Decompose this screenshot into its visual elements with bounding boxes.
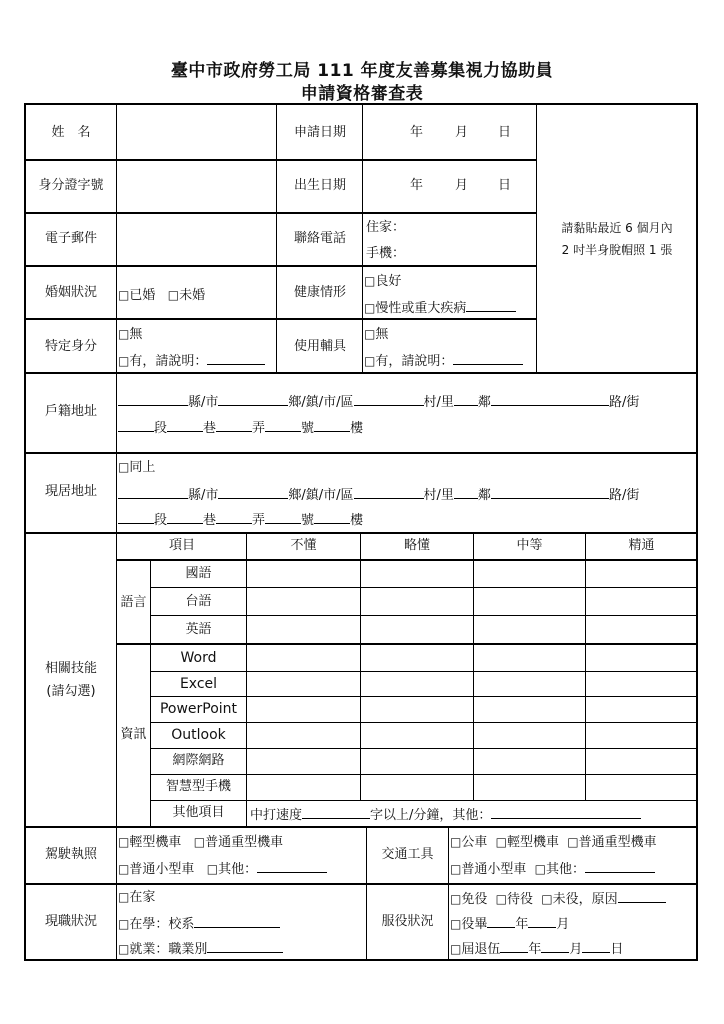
row-divider (116, 643, 698, 645)
checkbox[interactable]: □ (118, 862, 130, 876)
blank-line[interactable] (453, 351, 523, 365)
blank-line[interactable] (118, 510, 154, 524)
row-divider (24, 159, 536, 161)
checkbox[interactable]: □ (541, 892, 553, 906)
row-divider (24, 883, 698, 885)
blank-line[interactable] (118, 418, 154, 432)
skills-header-intermediate: 中等 (516, 538, 543, 553)
skills-label: 相關技能 (44, 661, 97, 676)
blank-line[interactable] (207, 351, 265, 365)
checkbox[interactable]: □ (450, 892, 462, 906)
photo-instruction-line2: 2 吋半身脫帽照 1 張 (561, 243, 673, 257)
skills-header-basic: 略懂 (403, 538, 430, 553)
checkbox[interactable]: □ (495, 835, 507, 849)
military-line2: □役畢 年 月 (450, 914, 569, 933)
marital-status-label: 婚姻狀況 (44, 285, 97, 300)
checkbox[interactable]: □ (118, 890, 130, 904)
blank-line[interactable] (167, 418, 203, 432)
health-good-option: 良好 (375, 274, 402, 289)
checkbox[interactable]: □ (364, 274, 376, 288)
col-divider (585, 532, 586, 800)
employment-label: 現職狀況 (44, 914, 97, 929)
checkbox[interactable]: □ (364, 354, 376, 368)
blank-line[interactable] (218, 392, 288, 406)
blank-line[interactable] (265, 510, 301, 524)
identity-yes-option: 有，請說明： (129, 354, 208, 369)
license-line2: □普通小型車 □其他： (118, 859, 327, 878)
row-divider (150, 722, 698, 723)
blank-line[interactable] (528, 914, 556, 928)
checkbox[interactable]: □ (206, 862, 219, 876)
row-divider (24, 452, 698, 454)
row-divider (150, 671, 698, 672)
blank-line[interactable] (487, 914, 515, 928)
married-option: 已婚 (129, 288, 156, 303)
checkbox[interactable]: □ (534, 862, 546, 876)
col-divider (116, 104, 117, 960)
current-address-line1: 縣/市 鄉/鎮/市/區 村/里 鄰 路/街 (118, 485, 639, 504)
checkbox[interactable]: □ (118, 835, 130, 849)
form-subtitle: 申請資格審查表 (300, 84, 424, 104)
birth-date-month: 月 (455, 178, 469, 193)
checkbox[interactable]: □ (450, 942, 462, 956)
checkbox[interactable]: □ (118, 942, 130, 956)
apply-date-label: 申請日期 (293, 125, 346, 140)
row-divider (24, 532, 698, 534)
registered-address-line2: 段 巷 弄 號 樓 (118, 418, 363, 437)
transport-line1: □公車 □輕型機車 □普通重型機車 (450, 835, 657, 850)
row-divider (150, 748, 698, 749)
apply-date-year: 年 (410, 125, 424, 140)
aid-yes-option: 有，請說明： (375, 354, 454, 369)
blank-line[interactable] (354, 485, 424, 499)
apply-date-month: 月 (455, 125, 469, 140)
blank-line[interactable] (491, 392, 609, 406)
row-divider (24, 212, 536, 214)
blank-line[interactable] (314, 510, 350, 524)
blank-line[interactable] (216, 418, 252, 432)
skill-mandarin: 國語 (185, 566, 212, 581)
blank-line[interactable] (314, 418, 350, 432)
blank-line[interactable] (454, 485, 478, 499)
skill-taiwanese: 台語 (185, 594, 212, 609)
checkbox[interactable]: □ (167, 288, 180, 302)
checkbox[interactable]: □ (450, 862, 462, 876)
same-as-registered-option: 同上 (129, 460, 156, 475)
home-phone-label: 住家： (366, 220, 406, 235)
skill-excel: Excel (179, 676, 218, 692)
typing-speed-row: 中打速度 字以上/分鐘，其他： (250, 805, 641, 824)
checkbox[interactable]: □ (193, 835, 206, 849)
current-address-label: 現居地址 (44, 484, 97, 499)
checkbox[interactable]: □ (118, 460, 130, 474)
photo-instruction-line1: 請黏貼最近 6 個月內 (561, 221, 673, 235)
col-divider (473, 532, 474, 800)
skill-smartphone: 智慧型手機 (165, 779, 231, 794)
phone-label: 聯絡電話 (293, 231, 346, 246)
checkbox[interactable]: □ (118, 917, 130, 931)
checkbox[interactable]: □ (364, 301, 376, 315)
skill-english: 英語 (185, 622, 212, 637)
transport-line2: □普通小型車 □其他： (450, 859, 655, 878)
checkbox[interactable]: □ (118, 354, 130, 368)
checkbox[interactable]: □ (364, 327, 376, 341)
mobile-label: 手機： (366, 246, 406, 261)
license-line1: □輕型機車 □普通重型機車 (118, 835, 284, 850)
skills-label-hint: (請勾選) (46, 684, 96, 699)
blank-line[interactable] (500, 939, 528, 953)
row-divider (24, 372, 698, 374)
row-divider (150, 696, 698, 697)
health-chronic-option: 慢性或重大疾病 (375, 301, 467, 316)
transport-label: 交通工具 (381, 847, 434, 862)
military-line1: □免役 □待役 □未役，原因 (450, 889, 666, 908)
birth-date-day: 日 (498, 178, 512, 193)
blank-line[interactable] (265, 418, 301, 432)
row-divider (24, 318, 536, 320)
row-divider (24, 826, 698, 828)
special-identity-label: 特定身分 (44, 339, 97, 354)
blank-line[interactable] (207, 939, 283, 953)
it-group-label: 資訊 (120, 727, 147, 742)
blank-line[interactable] (454, 392, 478, 406)
col-divider (448, 826, 449, 960)
blank-line[interactable] (302, 805, 370, 819)
col-divider (276, 104, 277, 372)
birth-date-label: 出生日期 (293, 178, 346, 193)
checkbox[interactable]: □ (495, 892, 507, 906)
skill-powerpoint: PowerPoint (159, 701, 238, 717)
blank-line[interactable] (118, 392, 188, 406)
skills-header-item: 項目 (168, 538, 195, 553)
military-label: 服役狀況 (381, 914, 434, 929)
blank-line[interactable] (466, 298, 516, 312)
aid-none-option: 無 (375, 327, 389, 342)
blank-line[interactable] (218, 485, 288, 499)
checkbox[interactable]: □ (450, 835, 462, 849)
skills-header-none: 不懂 (290, 538, 317, 553)
skill-internet: 網際網路 (172, 753, 225, 768)
apply-date-day: 日 (498, 125, 512, 140)
blank-line[interactable] (216, 510, 252, 524)
blank-line[interactable] (118, 485, 188, 499)
col-divider (246, 532, 247, 800)
blank-line[interactable] (491, 485, 609, 499)
birth-date-year: 年 (410, 178, 424, 193)
blank-line[interactable] (167, 510, 203, 524)
row-divider (116, 559, 698, 561)
assistive-device-label: 使用輔具 (293, 339, 346, 354)
email-label: 電子郵件 (44, 231, 97, 246)
blank-line[interactable] (618, 889, 666, 903)
identity-none-option: 無 (129, 327, 143, 342)
row-divider (150, 587, 698, 588)
blank-line[interactable] (354, 392, 424, 406)
col-divider (360, 532, 361, 800)
single-option: 未婚 (179, 288, 206, 303)
blank-line[interactable] (194, 914, 280, 928)
row-divider (150, 800, 698, 801)
registered-address-line1: 縣/市 鄉/鎮/市/區 村/里 鄰 路/街 (118, 392, 639, 411)
checkbox[interactable]: □ (567, 835, 579, 849)
checkbox[interactable]: □ (450, 917, 462, 931)
blank-line[interactable] (491, 805, 641, 819)
name-label: 姓 名 (51, 125, 91, 140)
military-line3: □屆退伍 年 月 日 (450, 939, 623, 958)
skills-header-proficient: 精通 (628, 538, 655, 553)
form-title: 臺中市政府勞工局 111 年度友善募集視力協助員 (170, 61, 554, 81)
col-divider (536, 104, 537, 372)
row-divider (150, 615, 698, 616)
current-address-line2: 段 巷 弄 號 樓 (118, 510, 363, 529)
id-number-label: 身分證字號 (38, 178, 104, 193)
col-divider (246, 800, 247, 826)
row-divider (24, 265, 536, 267)
checkbox[interactable]: □ (118, 288, 130, 302)
blank-line[interactable] (585, 859, 655, 873)
skill-word: Word (180, 650, 217, 666)
checkbox[interactable]: □ (118, 327, 130, 341)
license-label: 駕駛執照 (44, 847, 97, 862)
blank-line[interactable] (257, 859, 327, 873)
health-label: 健康情形 (293, 285, 346, 300)
job-at-home-option: 在家 (129, 890, 156, 905)
blank-line[interactable] (582, 939, 610, 953)
language-group-label: 語言 (120, 595, 147, 610)
skill-other-label: 其他項目 (172, 805, 225, 820)
col-divider (362, 104, 363, 372)
row-divider (150, 774, 698, 775)
job-student-option: 在學：校系 (129, 917, 195, 932)
blank-line[interactable] (541, 939, 569, 953)
job-employed-option: 就業：職業別 (129, 942, 208, 957)
skill-outlook: Outlook (171, 727, 226, 743)
registered-address-label: 戶籍地址 (44, 404, 97, 419)
